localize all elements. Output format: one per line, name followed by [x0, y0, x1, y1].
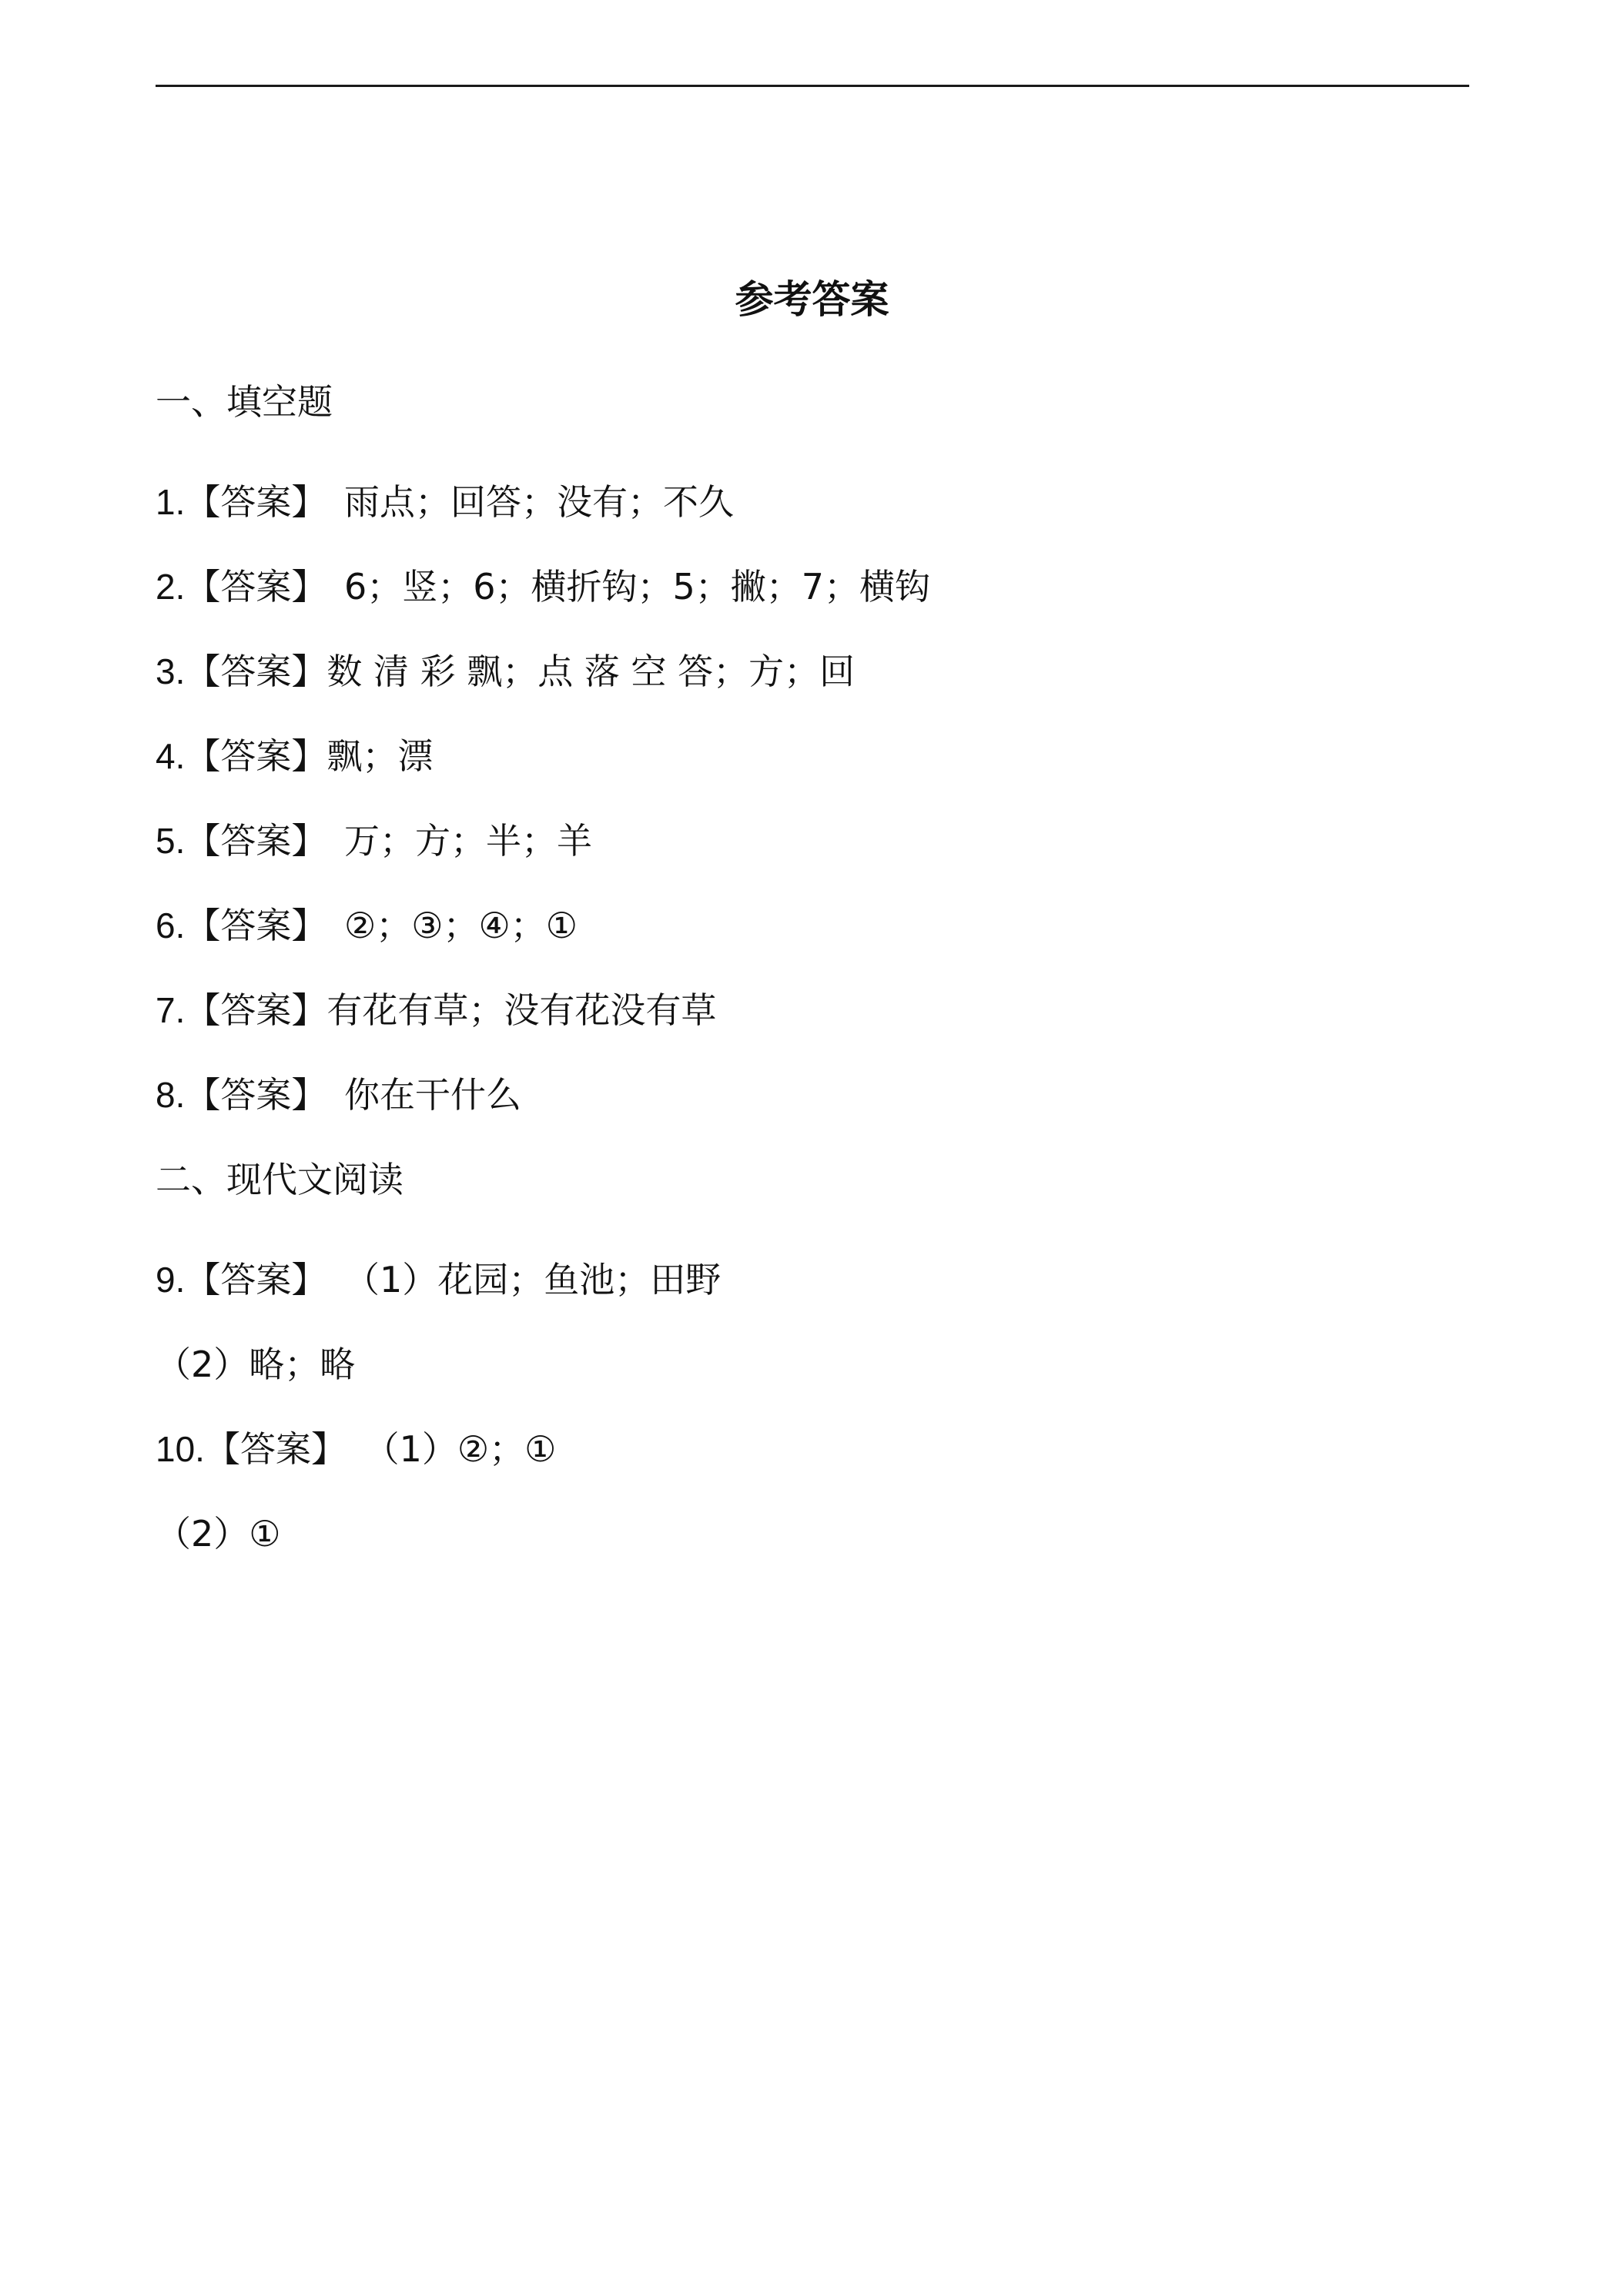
- answer-item-1: [156, 479, 734, 525]
- answer-text: 飘；漂: [326, 735, 434, 777]
- answer-text: 万；方；半；羊: [333, 820, 592, 862]
- answer-text: 数 清 彩 飘；点 落 空 答；方；回: [326, 651, 856, 692]
- answer-text: 你在干什么: [333, 1074, 521, 1116]
- answer-tag: 【答案】: [185, 735, 327, 777]
- answer-item-7: [156, 987, 716, 1033]
- answer-text: （1）花园；鱼池；田野: [333, 1259, 722, 1300]
- header-rule: [156, 85, 1469, 87]
- answer-item-10: [156, 1426, 556, 1472]
- answer-item-8: [156, 1072, 521, 1118]
- answer-tag: 【答案】: [185, 566, 327, 607]
- answer-tag: 【答案】: [204, 1428, 347, 1470]
- answer-tag: 【答案】: [185, 1074, 327, 1116]
- answer-text: 6；竖；6；横折钩；5；撇；7；横钩: [333, 566, 931, 607]
- answer-item-9: [156, 1257, 721, 1303]
- answer-tag: 【答案】: [185, 1259, 327, 1300]
- item-number: 7.: [156, 990, 186, 1030]
- item-number: 10.: [156, 1429, 205, 1469]
- item-number: 9.: [156, 1260, 186, 1300]
- item-number: 6.: [156, 905, 186, 946]
- answer-tag: 【答案】: [185, 651, 327, 692]
- answer-text: 有花有草；没有花没有草: [326, 989, 717, 1031]
- answer-item-3: [156, 648, 855, 694]
- section-heading-reading: 二、现代文阅读: [156, 1159, 403, 1200]
- answer-text: ②；③；④；①: [333, 905, 578, 946]
- answer-item-2: [156, 564, 930, 610]
- answer-item-6: [156, 902, 578, 949]
- item-number: 1.: [156, 482, 186, 522]
- answer-item-5: [156, 818, 592, 864]
- answer-tag: 【答案】: [185, 481, 327, 523]
- answer-item-4: [156, 733, 433, 779]
- item-number: 2.: [156, 567, 186, 607]
- answer-text: （1）②；①: [352, 1428, 557, 1470]
- page-title: 参考答案: [735, 277, 889, 322]
- item-number: 3.: [156, 651, 186, 691]
- item-number: 4.: [156, 736, 186, 776]
- item-number: 5.: [156, 821, 186, 861]
- answer-item-10-continuation: （2）①: [156, 1513, 281, 1555]
- item-number: 8.: [156, 1075, 186, 1115]
- answer-item-9-continuation: （2）略；略: [156, 1344, 356, 1385]
- answer-text: 雨点；回答；没有；不久: [333, 481, 734, 523]
- answer-tag: 【答案】: [185, 989, 327, 1031]
- section-heading-fill-in: 一、填空题: [156, 381, 333, 423]
- answer-tag: 【答案】: [185, 820, 327, 862]
- answer-tag: 【答案】: [185, 905, 327, 946]
